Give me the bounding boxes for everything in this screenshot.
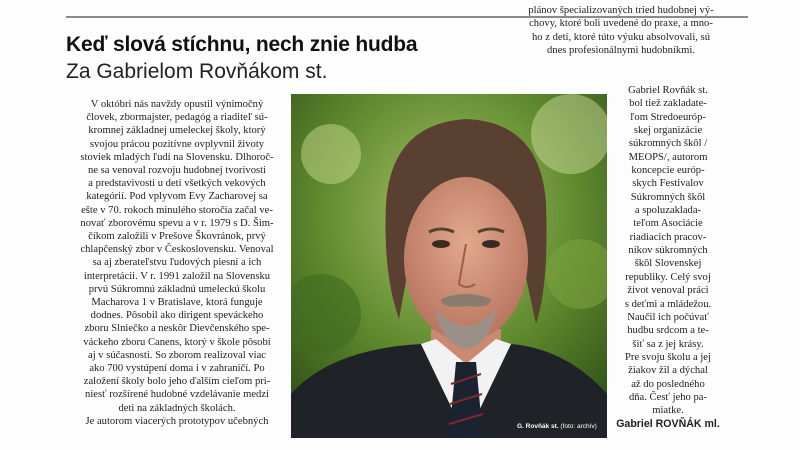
right-column-line: koncepcie európ-	[631, 165, 705, 177]
left-column-line: a predstavivosti u detí všetkých vekových	[88, 178, 266, 190]
right-column-line: až do posledného	[631, 378, 705, 390]
left-column-line: ne sa venoval rozvoju hudobnej tvorivosti	[88, 165, 266, 177]
right-column-line: a spoluzaklada-	[634, 205, 702, 217]
right-top-line: dnes profesionálnymi hudobníkmi.	[546, 45, 695, 57]
right-top-line: chovy, ktoré boli uvedené do praxe, a mno-	[529, 18, 713, 30]
left-column-line: váckeho zboru Canens, ktorý v škole pôsobí	[83, 336, 271, 348]
right-column-text	[612, 84, 724, 431]
left-column-line: deti na základných školách.	[118, 402, 236, 414]
photo-caption	[517, 423, 607, 430]
portrait-photo	[291, 94, 607, 438]
portrait-illustration	[291, 94, 607, 438]
right-column-line: Naučil ich počúvať	[627, 311, 709, 323]
right-column-line: súkromných škôl /	[628, 138, 708, 150]
left-column-line: Je autorom viacerých prototypov učebných	[85, 415, 269, 427]
right-column-line: MEOPS/, autorom	[628, 151, 708, 163]
left-column-line: niesť rozšírené hudobné vzdelávanie medzi	[85, 389, 269, 401]
photo-caption-name: G. Rovňák st.	[517, 423, 559, 430]
left-column-line: chlapčenský zbor v Československu. Venoval	[80, 244, 274, 256]
right-column-line: žiakov žil a dýchal	[628, 365, 708, 377]
left-column-line: ako 700 vystúpení doma i v zahraničí. Po	[89, 363, 265, 375]
left-column-line: ešte v 70. rokoch minulého storočia začal ve-	[81, 204, 273, 216]
right-column-line: riadiacich pracov-	[629, 231, 707, 243]
left-column-line: kategórií. Pod vplyvom Evy Zacharovej sa	[86, 191, 268, 203]
right-column-line: Pre svoju školu a jej	[625, 351, 711, 363]
right-column-line: teľom Asociácie	[633, 218, 703, 230]
right-column-line: níkov súkromných	[628, 245, 708, 257]
left-column-text	[66, 98, 288, 428]
right-column-top-text	[498, 4, 744, 58]
left-column-line: dodnes. Pôsobil ako dirigent speváckeho	[90, 310, 264, 322]
article-headline: Keď slová stíchnu, nech znie hudba	[66, 33, 418, 56]
right-column-line: šiť sa z jej krásy.	[632, 338, 704, 350]
left-column-line: človek, zbormajster, pedagóg a riaditeľ sú-	[86, 112, 268, 124]
right-column-line: Gabriel Rovňák st.	[628, 85, 708, 96]
left-column-line: kromnej základnej umeleckej školy, ktorý	[88, 125, 266, 137]
article-subheadline: Za Gabrielom Rovňákom st.	[66, 60, 328, 83]
right-column-line: škôl Slovenskej	[634, 258, 702, 270]
left-column-line: aj v súčasnosti. So zborom realizoval viac	[88, 349, 266, 361]
left-column-line: číkom založili v Prešove Škovránok, prvý	[88, 231, 266, 243]
right-column-line: hudbu srdcom a te-	[627, 325, 709, 337]
left-column-line: novať zborovému spevu a v r. 1979 s D. Šim-	[80, 217, 274, 229]
left-column-line: interpretácii. V r. 1991 založil na Slovensku	[83, 270, 271, 282]
right-column-line: skej organizácie	[633, 125, 703, 137]
right-column-line: skych Festivalov	[632, 178, 704, 190]
left-column-line: Macharova 1 v Bratislave, ktorá funguje	[91, 297, 263, 309]
right-column-line: miatke.	[652, 405, 684, 417]
left-column-line: sa aj zberateľstvu ľudových piesní a ich	[92, 257, 262, 269]
right-column-line: s deťmi a mládežou.	[624, 298, 712, 310]
left-column-line: V októbri nás navždy opustil výnimočný	[90, 99, 264, 110]
left-column-line: stoviek mladých ľudí na Slovensku. Dlhoroč-	[80, 151, 274, 163]
right-column-line: bol tiež zakladate-	[629, 98, 707, 110]
right-column-line: dňa. Česť jeho pa-	[628, 391, 708, 403]
right-top-line: plánov špecializovaných tried hudobnej vý-	[528, 5, 714, 16]
left-column-line: založení školy bolo jeho ďalším cieľom pri-	[83, 376, 271, 388]
right-column-line: ľom Stredoeuróp-	[630, 111, 706, 123]
left-column-line: zboru Slniečko a neskôr Dievčenského spe-	[84, 323, 270, 335]
left-column-line: prvú Súkromnú základnú umeleckú školu	[88, 283, 266, 295]
right-column-line: republiky. Celý svoj	[625, 271, 711, 283]
left-column-line: svojou prácou pozitívne ovplyvnil životy	[89, 138, 265, 150]
author-signature: Gabriel ROVŇÁK ml.	[616, 417, 720, 430]
right-column-line: Súkromných škôl	[630, 191, 706, 203]
photo-caption-credit: (foto: archív)	[560, 423, 597, 430]
right-top-line: ho z detí, ktoré túto výuku absolvovali, sú	[531, 31, 710, 43]
right-column-line: život venoval práci	[627, 285, 709, 297]
